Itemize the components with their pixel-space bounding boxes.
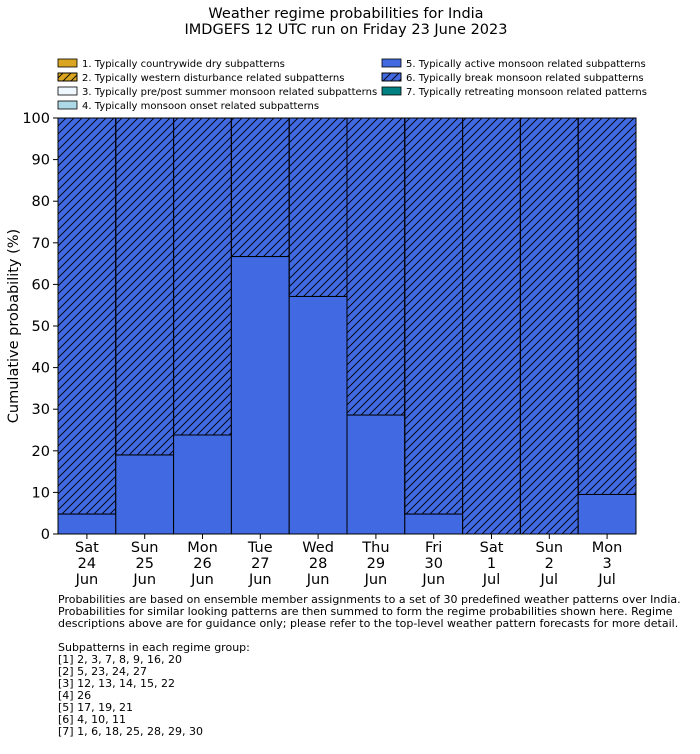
x-tick-label: Wed	[302, 540, 334, 556]
y-tick-label: 70	[31, 235, 50, 252]
x-tick-label: 29	[366, 556, 386, 572]
subpattern-line: [4] 26	[58, 689, 92, 702]
x-tick-label: Fri	[425, 540, 443, 556]
legend-swatch-hatch	[58, 73, 77, 81]
x-tick-label: 27	[251, 556, 270, 572]
legend-label: 5. Typically active monsoon related subpatterns	[406, 59, 646, 70]
x-tick-label: Jun	[133, 572, 157, 588]
bar-active-0	[58, 514, 116, 534]
bars	[58, 118, 636, 534]
y-tick-label: 30	[31, 402, 50, 419]
bar-hatch-0	[58, 118, 116, 514]
x-tick-label: 30	[424, 556, 443, 572]
x-tick-label: Jun	[75, 572, 99, 588]
x-tick-label: 24	[77, 556, 97, 572]
description-line: Probabilities for similar looking patterns are then summed to form the regime probabilities shown here. Regime	[58, 605, 673, 618]
legend	[58, 59, 647, 112]
x-tick-label: Jun	[306, 572, 330, 588]
y-tick-label: 60	[31, 277, 50, 294]
y-tick-label: 0	[40, 527, 50, 543]
x-tick-label: Mon	[591, 540, 623, 556]
subpattern-line: [2] 5, 23, 24, 27	[58, 665, 148, 678]
legend-label: 3. Typically pre/post summer monsoon related subpatterns	[82, 87, 378, 98]
x-tick-label: 28	[308, 556, 328, 572]
x-tick-label: Jul	[598, 572, 616, 588]
legend-swatch	[58, 59, 77, 67]
bar-hatch-9	[578, 118, 636, 494]
x-tick-label: Jun	[248, 572, 272, 588]
x-tick-label: Sat	[479, 540, 504, 556]
x-tick-label: Jul	[540, 572, 559, 588]
x-tick-label: Thu	[362, 540, 390, 556]
bar-hatch-3	[231, 118, 289, 257]
subpatterns-heading: Subpatterns in each regime group:	[58, 641, 250, 654]
y-axis	[22, 111, 58, 543]
x-tick-label: 2	[544, 556, 554, 572]
legend-label: 6. Typically break monsoon related subpatterns	[406, 73, 644, 84]
x-tick-label: Jun	[422, 572, 446, 588]
subpattern-line: [5] 17, 19, 21	[58, 701, 134, 714]
x-tick-label: 3	[602, 556, 612, 572]
y-tick-label: 20	[31, 443, 50, 460]
y-tick-label: 90	[31, 152, 50, 169]
bar-hatch-1	[116, 118, 174, 455]
x-tick-label: Mon	[187, 540, 218, 556]
legend-swatch-hatch	[382, 73, 401, 81]
subpattern-line: [6] 4, 10, 11	[58, 713, 127, 726]
x-tick-label: Tue	[247, 540, 273, 556]
bar-hatch-5	[347, 118, 405, 415]
legend-label: 1. Typically countrywide dry subpatterns	[82, 59, 285, 70]
x-tick-label: Jun	[364, 572, 388, 588]
subpattern-line: [3] 12, 13, 14, 15, 22	[58, 677, 176, 690]
x-tick-label: Jun	[191, 572, 214, 588]
bar-hatch-8	[520, 118, 578, 534]
subpattern-line: [1] 2, 3, 7, 8, 9, 16, 20	[58, 653, 183, 666]
y-axis-label: Cumulative probability (%)	[6, 228, 22, 424]
legend-label: 7. Typically retreating monsoon related patterns	[406, 87, 647, 98]
legend-label: 4. Typically monsoon onset related subpatterns	[82, 101, 320, 112]
chart-subtitle: IMDGEFS 12 UTC run on Friday 23 June 2023	[184, 22, 508, 38]
x-axis	[75, 534, 623, 588]
description-line: Probabilities are based on ensemble member assignments to a set of 30 predefined weather patterns over India.	[58, 593, 681, 606]
y-tick-label: 80	[31, 194, 50, 211]
bar-active-6	[405, 514, 463, 534]
x-tick-label: Jul	[482, 572, 501, 588]
y-tick-label: 10	[31, 485, 50, 502]
legend-swatch	[382, 59, 401, 67]
bar-hatch-7	[463, 118, 521, 534]
legend-swatch	[58, 101, 77, 109]
bar-active-4	[289, 296, 347, 534]
bar-active-5	[347, 415, 405, 534]
y-tick-label: 100	[22, 111, 50, 127]
bar-active-1	[116, 455, 174, 534]
notes	[58, 594, 698, 738]
subpattern-line: [7] 1, 6, 18, 25, 28, 29, 30	[58, 725, 204, 738]
legend-swatch	[58, 87, 77, 95]
bar-active-9	[578, 494, 636, 534]
bar-active-3	[231, 257, 289, 534]
legend-swatch	[382, 87, 401, 95]
description-line: descriptions above are for guidance only; please refer to the top-level weather pattern forecasts for more detail.	[58, 617, 679, 630]
bar-hatch-2	[174, 118, 232, 435]
bar-active-2	[174, 435, 232, 534]
y-tick-label: 50	[31, 319, 50, 335]
legend-label: 2. Typically western disturbance related subpatterns	[82, 73, 345, 84]
x-tick-label: 25	[135, 556, 154, 572]
x-tick-label: 26	[193, 556, 212, 572]
bar-hatch-4	[289, 118, 347, 296]
x-tick-label: Sun	[130, 540, 159, 556]
chart-title: Weather regime probabilities for India	[208, 6, 484, 22]
x-tick-label: Sat	[75, 540, 99, 556]
y-tick-label: 40	[31, 360, 50, 377]
x-tick-label: Sun	[535, 540, 564, 556]
x-tick-label: 1	[486, 556, 497, 572]
bar-hatch-6	[405, 118, 463, 514]
